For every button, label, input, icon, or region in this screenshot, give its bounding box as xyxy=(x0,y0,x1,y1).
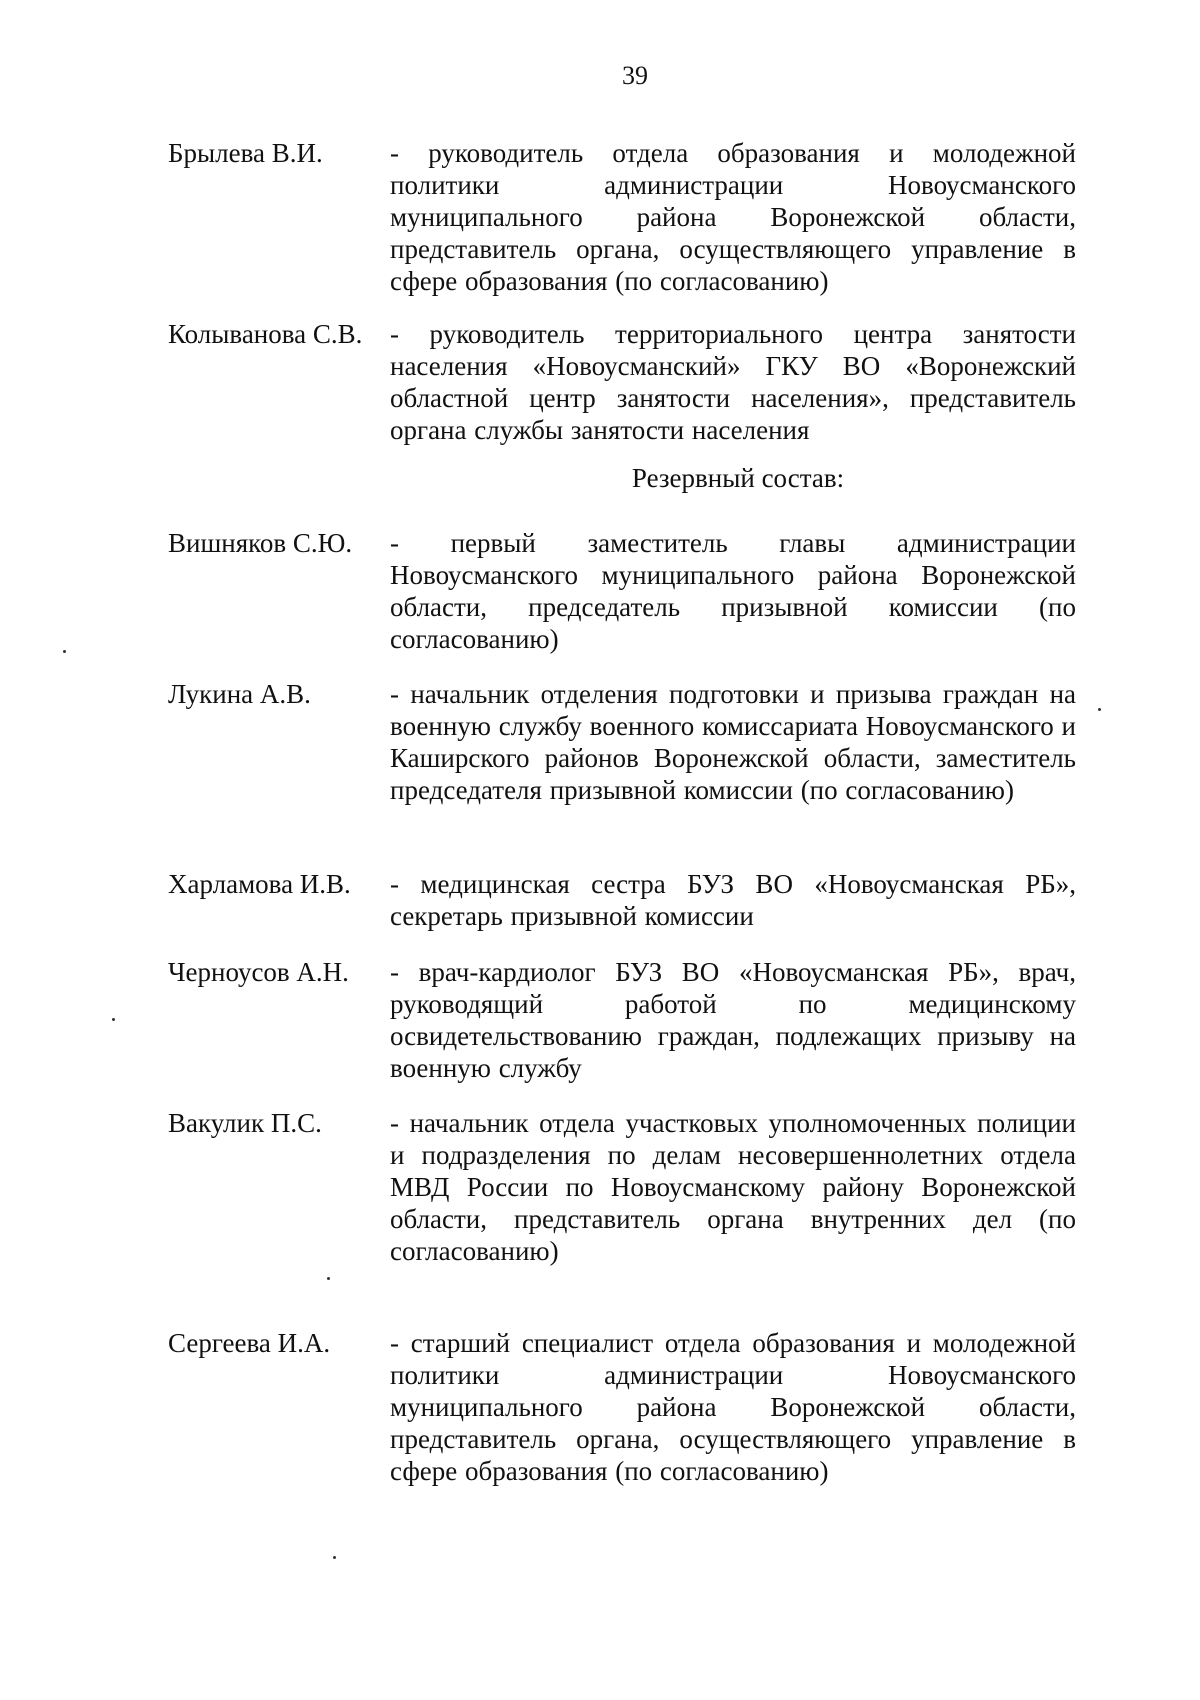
member-description: - руководитель территориального центра занятости населения «Новоусманский» ГКУ ВО «Воронежский областной центр занятости населения», представитель органа службы занятости населения xyxy=(390,319,1076,445)
member-description: - начальник отдела участковых уполномоченных полиции и подразделения по делам несовершеннолетних отдела МВД России по Новоусманскому району Воронежской области, представитель органа внутренних дел (по согласованию) xyxy=(390,1108,1076,1266)
member-name: Вакулик П.С. xyxy=(168,1108,322,1138)
member-name: Колыванова С.В. xyxy=(168,319,363,349)
member-description: - руководитель отдела образования и молодежной политики администрации Новоусманского муниципального района Воронежской области, представитель органа, осуществляющего управление в сфере образования (по согласованию) xyxy=(390,138,1076,296)
scan-speck xyxy=(1098,708,1101,711)
scan-speck xyxy=(333,1556,336,1559)
list-item xyxy=(168,1107,1076,1267)
section-title: Резервный состав: xyxy=(631,463,845,493)
scan-speck xyxy=(327,1277,330,1280)
page-number: 39 xyxy=(622,61,648,90)
member-description: - старший специалист отдела образования и молодежной политики администрации Новоусманского муниципального района Воронежской области, представитель органа, осуществляющего управление в сфере образования (по согласованию) xyxy=(390,1328,1076,1486)
member-name: Лукина А.В. xyxy=(168,679,311,709)
member-name: Сергеева И.А. xyxy=(168,1328,331,1358)
member-description: - врач-кардиолог БУЗ ВО «Новоусманская РБ», врач, руководящий работой по медицинскому освидетельствованию граждан, подлежащих призыву на военную службу xyxy=(390,957,1076,1083)
list-item xyxy=(168,868,1076,932)
member-description: - первый заместитель главы администрации Новоусманского муниципального района Воронежской области, председатель призывной комиссии (по согласованию) xyxy=(390,528,1076,654)
scan-speck xyxy=(112,1018,115,1021)
list-item xyxy=(168,1327,1076,1487)
scan-speck xyxy=(63,650,66,653)
member-name: Брылева В.И. xyxy=(168,138,323,168)
member-description: - начальник отделения подготовки и призыва граждан на военную службу военного комиссариата Новоусманского и Каширского районов Воронежской области, заместитель председателя призывной комиссии (по согласованию) xyxy=(390,679,1076,805)
list-item xyxy=(168,956,1076,1084)
list-item xyxy=(168,678,1076,806)
list-item xyxy=(168,318,1076,446)
list-item xyxy=(168,137,1076,297)
list-item xyxy=(168,527,1076,655)
member-name: Харламова И.В. xyxy=(168,869,351,899)
member-name: Черноусов А.Н. xyxy=(168,957,349,987)
member-description: - медицинская сестра БУЗ ВО «Новоусманская РБ», секретарь призывной комиссии xyxy=(390,869,1076,931)
member-name: Вишняков С.Ю. xyxy=(168,528,353,558)
